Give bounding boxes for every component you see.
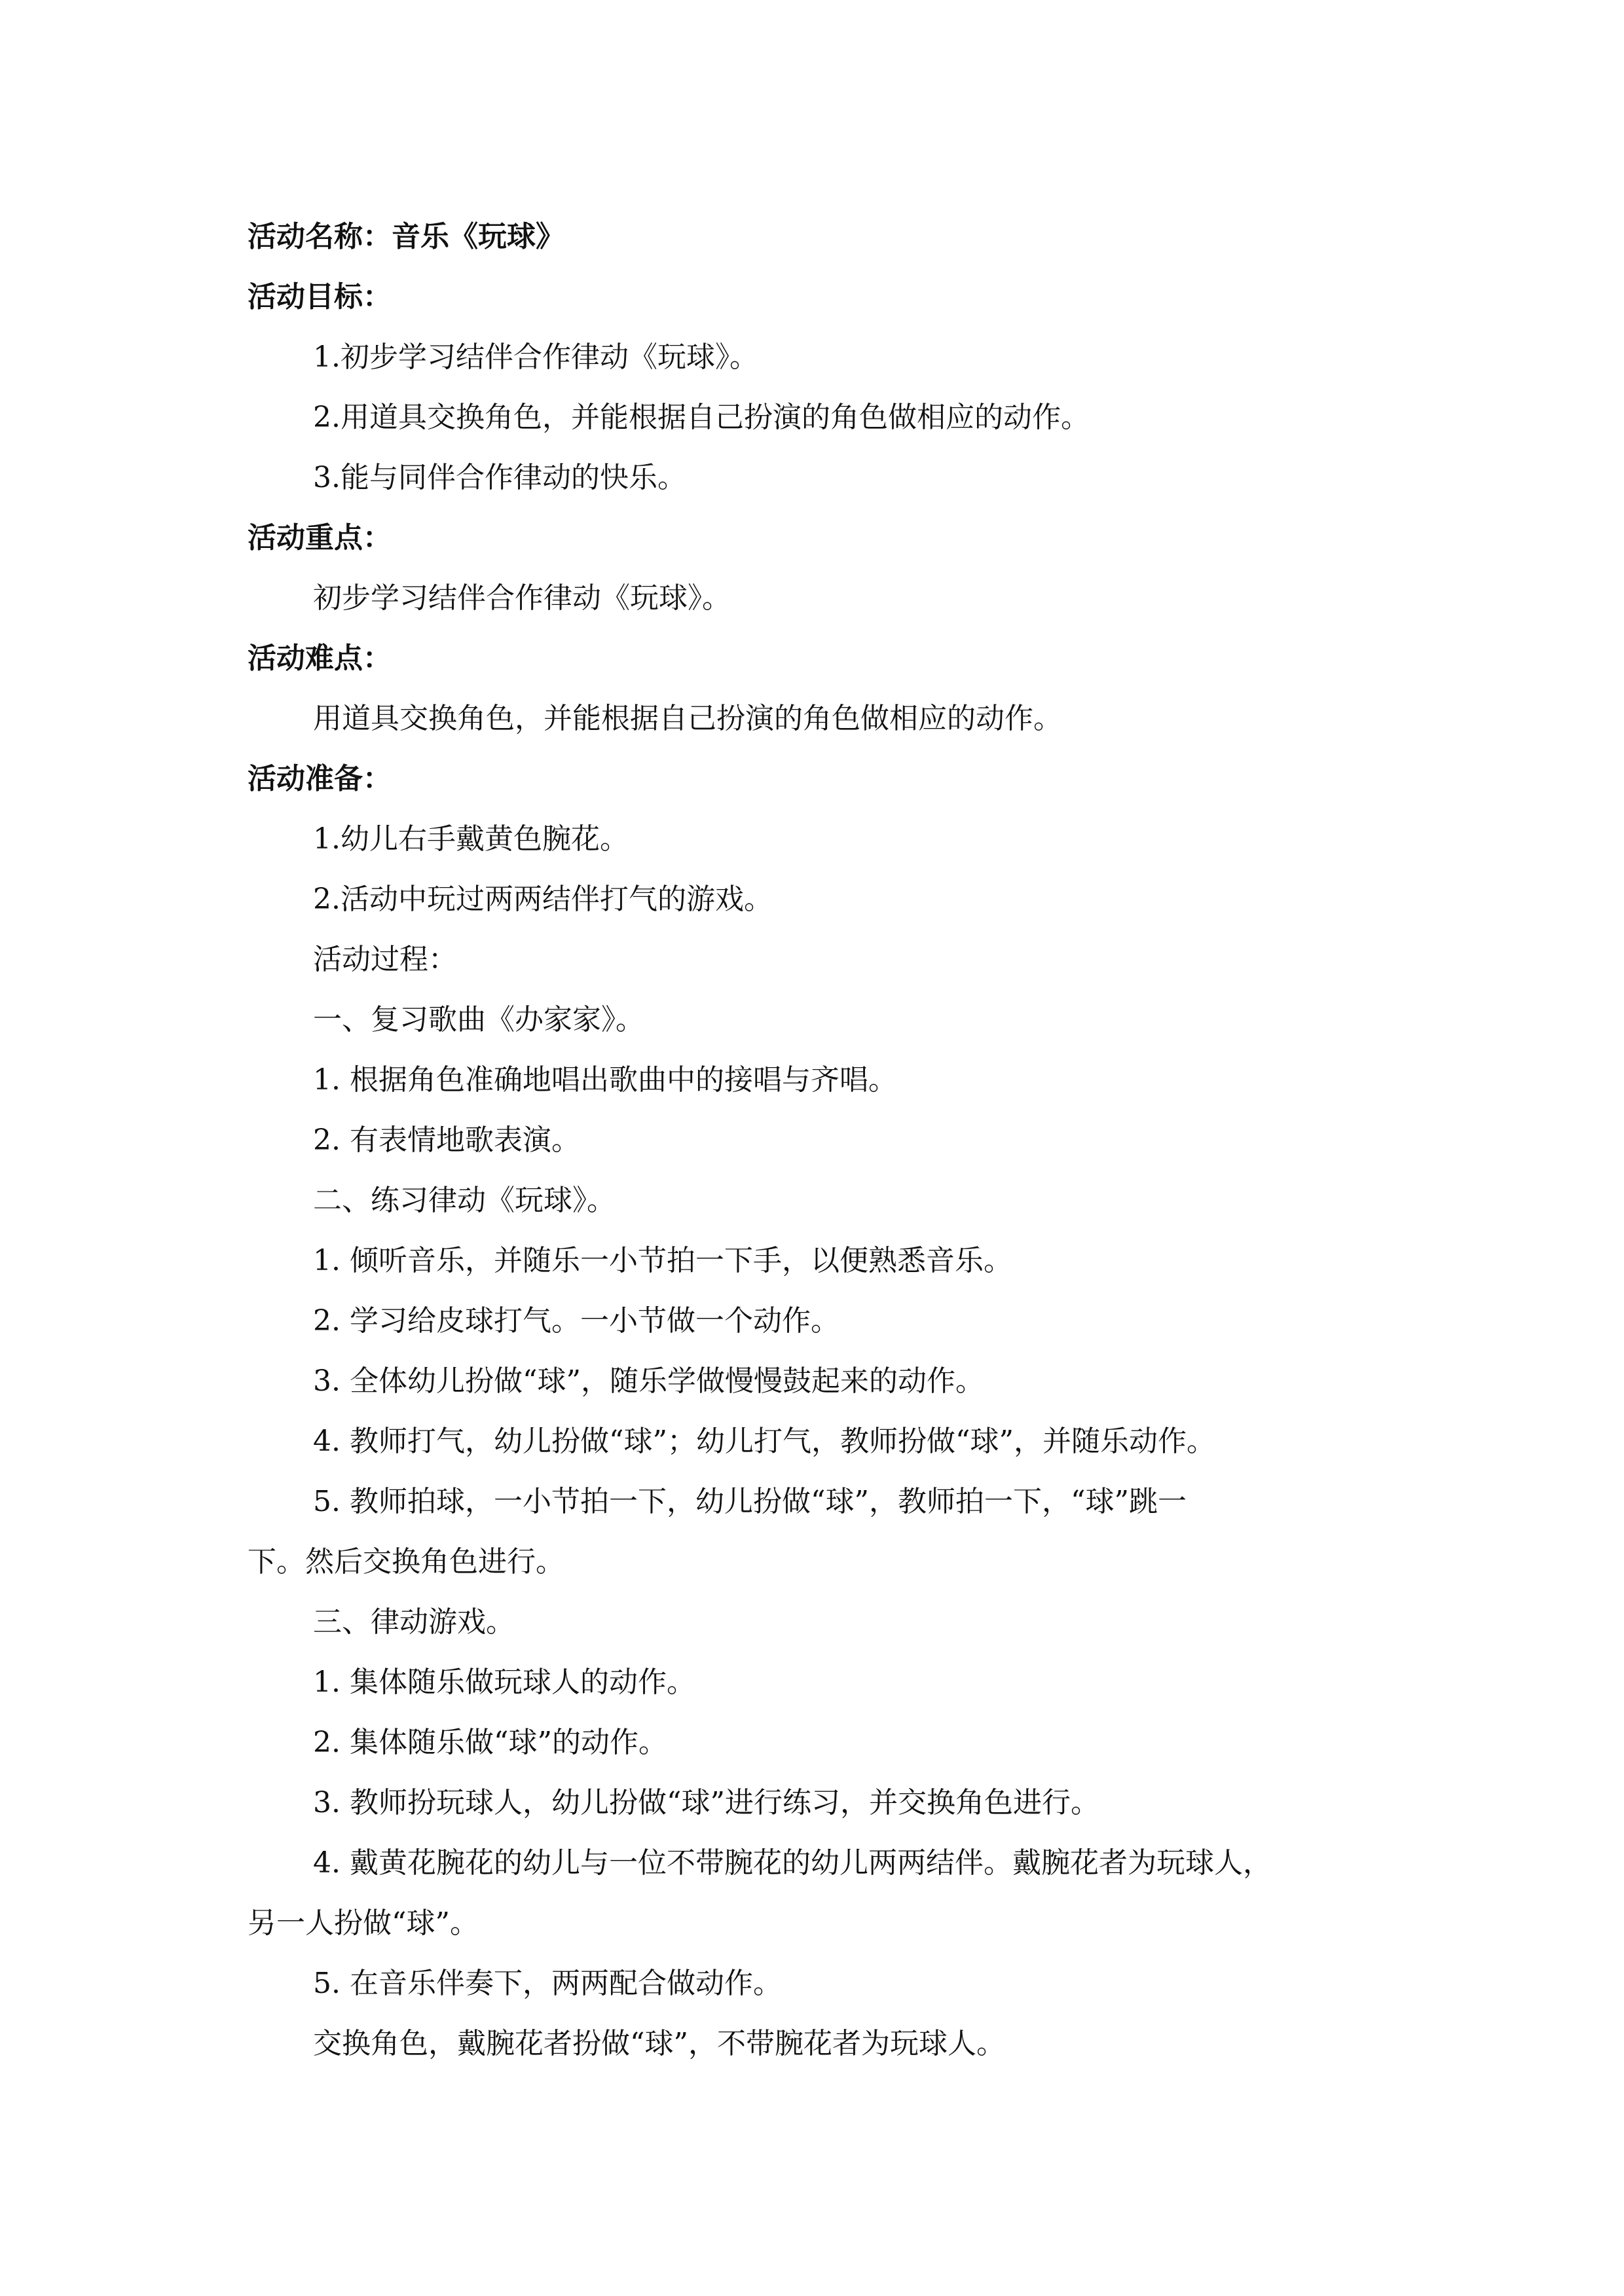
- preparation-heading: 活动准备：: [248, 762, 392, 795]
- process-heading: 活动过程：: [313, 943, 457, 976]
- difficulty-text: 用道具交换角色，并能根据自己扮演的角色做相应的动作。: [313, 702, 1062, 735]
- process-item-line: 5. 教师拍球，一小节拍一下，幼儿扮做“球”，教师拍一下，“球”跳一: [313, 1485, 1187, 1518]
- closing-text: 交换角色，戴腕花者扮做“球”，不带腕花者为玩球人。: [313, 2027, 1005, 2060]
- process-item-continuation: 下。然后交换角色进行。: [248, 1545, 564, 1578]
- document-body: [248, 207, 1400, 2074]
- process-item: 2. 集体随乐做“球”的动作。: [313, 1726, 667, 1759]
- section-title: 一、复习歌曲《办家家》。: [313, 1003, 644, 1036]
- section-title: 二、练习律动《玩球》。: [313, 1184, 616, 1217]
- process-item: 5. 在音乐伴奏下，两两配合做动作。: [313, 1967, 782, 2000]
- goals-heading: 活动目标：: [248, 280, 392, 314]
- process-item: 1. 根据角色准确地唱出歌曲中的接唱与齐唱。: [313, 1063, 897, 1097]
- process-item: 3. 全体幼儿扮做“球”，随乐学做慢慢鼓起来的动作。: [313, 1364, 984, 1398]
- difficulty-heading: 活动难点：: [248, 642, 392, 675]
- preparation-item: 2.活动中玩过两两结伴打气的游戏。: [313, 883, 773, 916]
- process-item-line: 4. 戴黄花腕花的幼儿与一位不带腕花的幼儿两两结伴。戴腕花者为玩球人，: [313, 1846, 1272, 1880]
- key-point-heading: 活动重点：: [248, 521, 392, 555]
- preparation-item: 1.幼儿右手戴黄色腕花。: [313, 822, 629, 856]
- section-title: 三、律动游戏。: [313, 1605, 515, 1639]
- process-item: 4. 教师打气，幼儿扮做“球”；幼儿打气，教师扮做“球”，并随乐动作。: [313, 1425, 1215, 1458]
- process-item: 3. 教师扮玩球人，幼儿扮做“球”进行练习，并交换角色进行。: [313, 1786, 1099, 1819]
- process-item-continuation: 另一人扮做“球”。: [248, 1906, 479, 1940]
- goal-item: 2.用道具交换角色，并能根据自己扮演的角色做相应的动作。: [313, 401, 1090, 434]
- activity-name: 活动名称：音乐《玩球》: [248, 220, 564, 253]
- key-point-text: 初步学习结伴合作律动《玩球》。: [313, 581, 731, 615]
- goal-item: 3.能与同伴合作律动的快乐。: [313, 461, 686, 494]
- process-item: 2. 学习给皮球打气。一小节做一个动作。: [313, 1304, 840, 1338]
- process-item: 2. 有表情地歌表演。: [313, 1123, 580, 1157]
- process-item: 1. 集体随乐做玩球人的动作。: [313, 1666, 695, 1699]
- goal-item: 1.初步学习结伴合作律动《玩球》。: [313, 340, 758, 374]
- process-item: 1. 倾听音乐，并随乐一小节拍一下手，以便熟悉音乐。: [313, 1244, 1012, 1277]
